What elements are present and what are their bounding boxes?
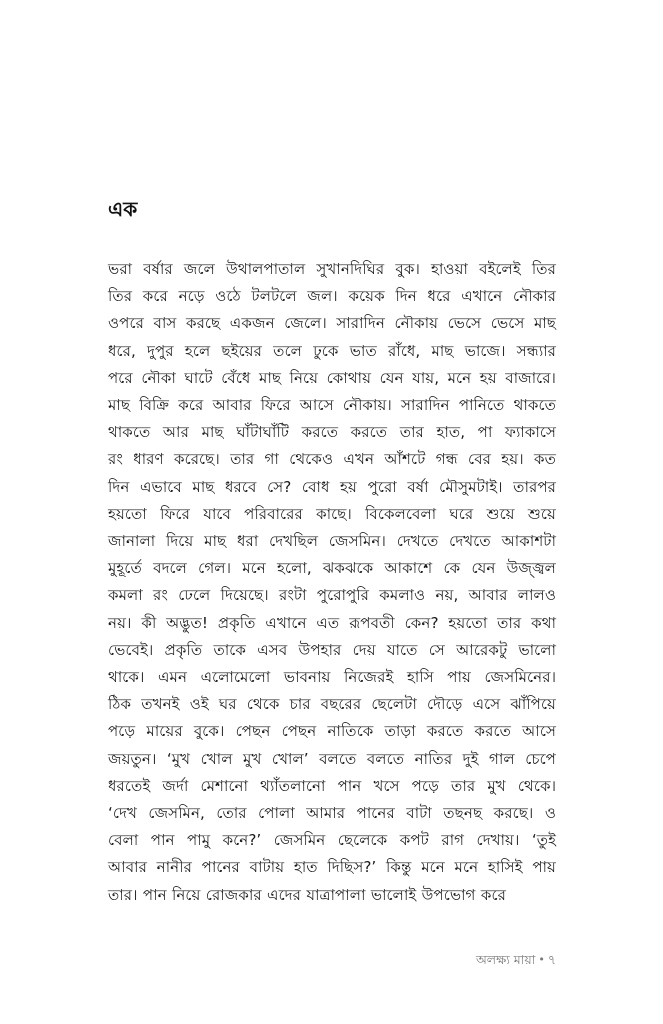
footer-page-number: ৭ xyxy=(547,952,556,967)
body-line: জয়তুন। ‘মুখ খোল মুখ খোল’ বলতে বলতে নাতির দুই গাল চেপে xyxy=(108,749,556,768)
body-line: ভরা বর্ষার জলে উথালপাতাল সুখানদিঘির বুক। হাওয়া বইলেই তির xyxy=(108,260,556,278)
body-line: আবার নানীর পানের বাটায় হাত দিছিস?’ কিন্তু মনে মনে হাসিই পায় xyxy=(108,858,556,877)
body-line: হয়তো ফিরে যাবে পরিবারের কাছে। বিকেলবেলা ঘরে শুয়ে শুয়ে xyxy=(108,504,556,523)
body-line: পড়ে মায়ের বুকে। পেছন পেছন নাতিকে তাড়া করতে করতে আসে xyxy=(108,722,556,741)
footer-book-title: অলক্ষ্য মায়া xyxy=(475,952,536,967)
body-line: বেলা পান পামু কনে?’ জেসমিন ছেলেকে কপট রাগ দেখায়। ‘তুই xyxy=(108,831,556,850)
page-footer xyxy=(476,952,556,968)
body-line: মুহূর্তে বদলে গেল। মনে হলো, ঝকঝকে আকাশে কে যেন উজ্জ্বল xyxy=(108,559,556,578)
body-line: দিন এভাবে মাছ ধরবে সে? বোধ হয় পুরো বর্ষা মৌসুমটাই। তারপর xyxy=(108,477,556,496)
body-line: তির করে নড়ে ওঠে টলটলে জল। কয়েক দিন ধরে এখানে নৌকার xyxy=(108,287,556,306)
body-line: তার। পান নিয়ে রোজকার এদের যাত্রাপালা ভালোই উপভোগ করে xyxy=(108,885,506,904)
body-line: থাকতে আর মাছ ঘাঁটাঘাঁটি করতে করতে তার হাত, পা ফ্যাকাসে xyxy=(108,423,556,442)
body-line: ওপরে বাস করছে একজন জেলে। সারাদিন নৌকায় ভেসে ভেসে মাছ xyxy=(108,314,556,333)
body-line: পরে নৌকা ঘাটে বেঁধে মাছ নিয়ে কোথায় যেন যায়, মনে হয় বাজারে। xyxy=(108,368,556,387)
body-line: নয়। কী অদ্ভুত! প্রকৃতি এখানে এত রূপবতী কেন? হয়তো তার কথা xyxy=(108,613,556,632)
body-line: ভেবেই। প্রকৃতি তাকে এসব উপহার দেয় যাতে সে আরেকটু ভালো xyxy=(108,640,556,659)
body-line: ঠিক তখনই ওই ঘর থেকে চার বছরের ছেলেটা দৌড়ে এসে ঝাঁপিয়ে xyxy=(108,695,556,714)
body-line: থাকে। এমন এলোমেলো ভাবনায় নিজেরই হাসি পায় জেসমিনের। xyxy=(108,668,556,687)
body-line: মাছ বিক্রি করে আবার ফিরে আসে নৌকায়। সারাদিন পানিতে থাকতে xyxy=(108,396,556,415)
page-content xyxy=(108,196,556,909)
body-line: ধরে, দুপুর হলে ছইয়ের তলে ঢুকে ভাত রাঁধে, মাছ ভাজে। সন্ধ্যার xyxy=(108,341,556,360)
body-line: ধরতেই জর্দা মেশানো থ্যাঁতলানো পান খসে পড়ে তার মুখ থেকে। xyxy=(108,776,556,795)
body-paragraph xyxy=(108,256,556,909)
body-line: জানালা দিয়ে মাছ ধরা দেখছিল জেসমিন। দেখতে দেখতে আকাশটা xyxy=(108,532,556,551)
body-line: কমলা রং ঢেলে দিয়েছে। রংটা পুরোপুরি কমলাও নয়, আবার লালও xyxy=(108,586,556,605)
chapter-heading: এক xyxy=(108,197,138,221)
body-line: রং ধারণ করেছে। তার গা থেকেও এখন আঁশটে গন্ধ বের হয়। কত xyxy=(108,450,556,469)
body-line: ‘দেখ জেসমিন, তোর পোলা আমার পানের বাটা তছনছ করছে। ও xyxy=(108,804,556,823)
footer-separator-dot-icon: • xyxy=(538,953,545,966)
